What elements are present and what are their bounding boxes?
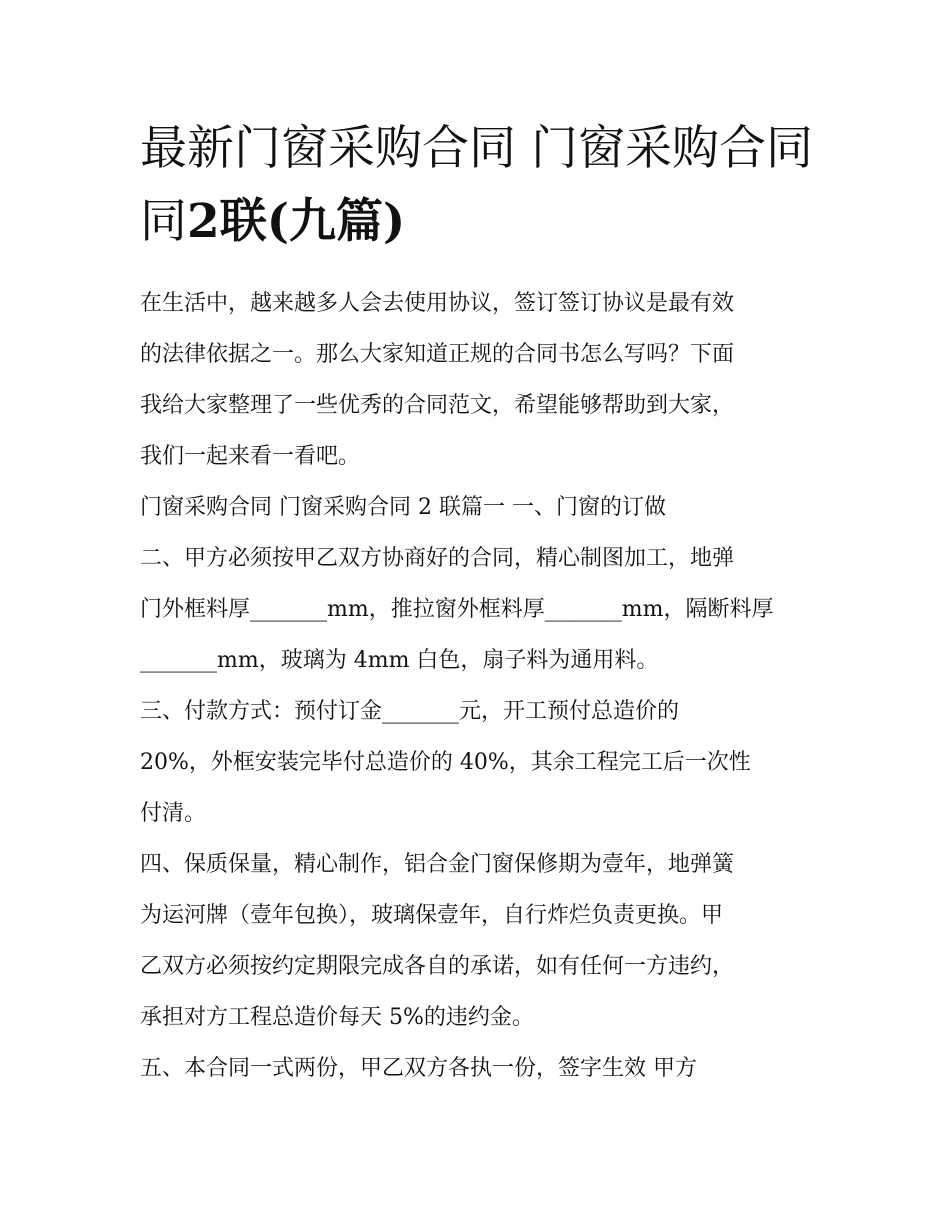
body-line-3: 我给大家整理了一些优秀的合同范文，希望能够帮助到大家， bbox=[140, 393, 735, 418]
body-line-7: 门外框料厚_______mm，推拉窗外框料厚_______mm，隔断料厚 bbox=[140, 597, 774, 622]
title-part-2b: 2 bbox=[187, 194, 220, 249]
body-line-6: 二、甲方必须按甲乙双方协商好的合同，精心制图加工，地弹 bbox=[140, 546, 735, 571]
body-line-8: _______mm，玻璃为 4mm 白色，扇子料为通用料。 bbox=[140, 648, 659, 673]
title-part-1: 最新门窗采购合同 门窗采购合同 bbox=[140, 121, 813, 176]
title-part-2a: 同 bbox=[140, 194, 187, 249]
body-line-14: 乙双方必须按约定期限完成各自的承诺，如有任何一方违约， bbox=[140, 954, 735, 979]
body-line-16: 五、本合同一式两份，甲乙双方各执一份，签字生效 甲方 bbox=[140, 1056, 697, 1081]
document-body bbox=[140, 278, 820, 1094]
body-line-11: 付清。 bbox=[140, 801, 207, 826]
body-line-4: 我们一起来看一看吧。 bbox=[140, 444, 361, 469]
body-line-9: 三、付款方式：预付订金_______元，开工预付总造价的 bbox=[140, 699, 680, 724]
body-line-15: 承担对方工程总造价每天 5%的违约金。 bbox=[140, 1005, 534, 1030]
body-line-13: 为运河牌（壹年包换），玻璃保壹年，自行炸烂负责更换。甲 bbox=[140, 903, 724, 928]
body-line-10: 20%，外框安装完毕付总造价的 40%，其余工程完工后一次性 bbox=[140, 750, 751, 775]
body-line-5: 门窗采购合同 门窗采购合同 2 联篇一 一、门窗的订做 bbox=[140, 495, 666, 520]
title-part-2c: 联(九篇) bbox=[219, 194, 406, 249]
document-title bbox=[140, 112, 820, 258]
body-line-12: 四、保质保量，精心制作，铝合金门窗保修期为壹年，地弹簧 bbox=[140, 852, 735, 877]
body-line-2: 的法律依据之一。那么大家知道正规的合同书怎么写吗？下面 bbox=[140, 342, 735, 367]
body-line-1: 在生活中，越来越多人会去使用协议，签订签订协议是最有效 bbox=[140, 291, 735, 316]
